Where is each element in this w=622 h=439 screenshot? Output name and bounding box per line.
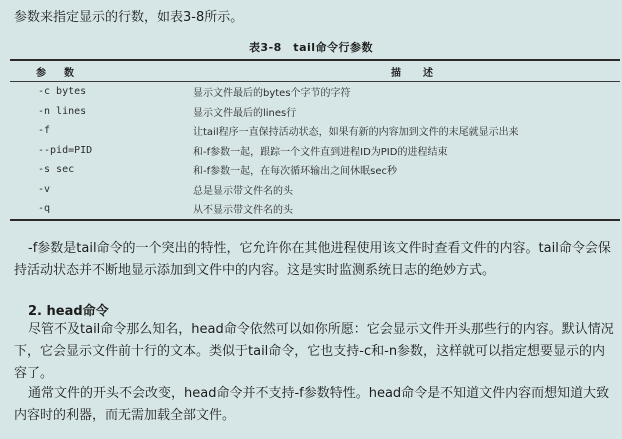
lead-text: 参数来指定显示的行数，如表3-8所示。 [14, 10, 244, 25]
description-cell: 从不显示带文件名的头 [193, 205, 293, 217]
table-row [10, 199, 620, 219]
table-header-row [10, 61, 620, 81]
description-cell: 显示文件最后的lines行 [193, 107, 297, 119]
description-cell: 显示文件最后的bytes个字节的字符 [193, 88, 351, 100]
table-bottom-rule [10, 219, 620, 221]
section-heading: 2. head命令 [28, 304, 109, 319]
table-row [10, 141, 620, 161]
table-row [10, 121, 620, 141]
option-cell: -s sec [38, 164, 75, 176]
paragraph-tail-f: -f参数是tail命令的一个突出的特性，它允许你在其他进程使用该文件时查看文件的内容。tail命令会保持活动状态并不断地显示添加到文件中的内容。这是实时监测系统日志的绝妙方式。 [14, 241, 611, 278]
description-cell: 让tail程序一直保持活动状态，如果有新的内容加到文件的末尾就显示出来 [193, 127, 519, 139]
description-cell: 总是显示带文件名的头 [193, 185, 293, 197]
option-cell: -v [38, 183, 51, 195]
table-row [10, 102, 620, 122]
option-cell: -f [38, 125, 51, 137]
table-caption: 表3-8 tail命令行参数 [248, 41, 374, 54]
paragraph-head-usage: 通常文件的开头不会改变，head命令并不支持-f参数特性。head命令是不知道文件内容而想知道大致内容时的利器，而无需加载全部文件。 [14, 386, 610, 423]
table-row [10, 180, 620, 200]
option-cell: --pid=PID [38, 144, 93, 156]
option-cell: -q [38, 203, 51, 215]
table-row [10, 160, 620, 180]
table-row [10, 82, 620, 102]
header-param: 参 数 [36, 67, 78, 79]
description-cell: 和-f参数一起，跟踪一个文件直到进程ID为PID的进程结束 [193, 146, 448, 158]
paragraph-head-intro: 尽管不及tail命令那么知名，head命令依然可以如你所愿：它会显示文件开头那些行的内容。默认情况下，它会显示文件前十行的文本。类似于tail命令，它也支持-c和-n参数，这样就可以指定想要显示的内容了。 [14, 322, 614, 381]
option-cell: -c bytes [38, 86, 87, 98]
parameter-table [10, 59, 620, 221]
option-cell: -n lines [38, 105, 87, 117]
description-cell: 和-f参数一起，在每次循环输出之间休眠sec秒 [193, 166, 397, 178]
header-desc: 描 述 [391, 67, 439, 79]
